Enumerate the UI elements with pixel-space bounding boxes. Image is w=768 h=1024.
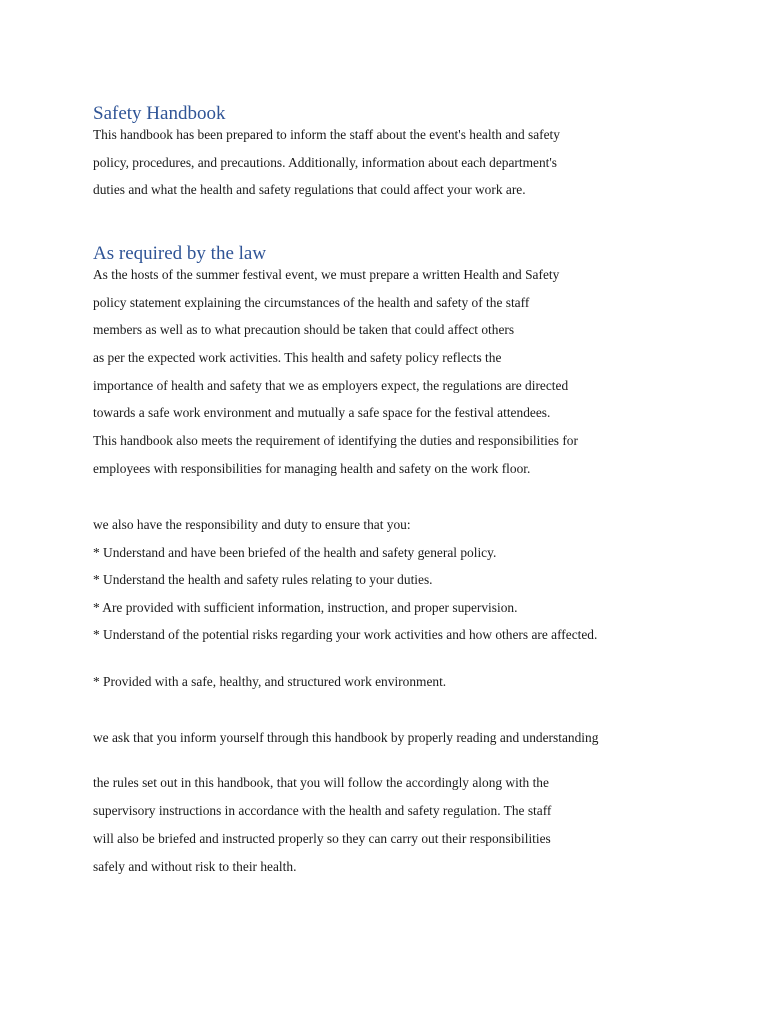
list-item: * Provided with a safe, healthy, and structured work environment. xyxy=(93,674,447,689)
paragraph-line: policy statement explaining the circumstances of the health and safety of the staff xyxy=(93,295,530,310)
list-item: * Understand and have been briefed of the health and safety general policy. xyxy=(93,545,497,560)
section-heading-required-by-law: As required by the law xyxy=(93,243,267,264)
list-item: * Are provided with sufficient information, instruction, and proper supervision. xyxy=(93,600,518,615)
paragraph-line: importance of health and safety that we as employers expect, the regulations are directed xyxy=(93,378,569,393)
paragraph-line: This handbook has been prepared to inform the staff about the event's health and safety xyxy=(93,127,560,142)
list-item: * Understand of the potential risks regarding your work activities and how others are affected. xyxy=(93,627,598,642)
closing-first-line: we ask that you inform yourself through this handbook by properly reading and understanding xyxy=(93,730,599,745)
paragraph-line: as per the expected work activities. This health and safety policy reflects the xyxy=(93,350,502,365)
paragraph-line: the rules set out in this handbook, that you will follow the accordingly along with the xyxy=(93,775,549,790)
paragraph-line: employees with responsibilities for managing health and safety on the work floor. xyxy=(93,461,531,476)
list-intro: we also have the responsibility and duty to ensure that you: xyxy=(93,517,411,532)
paragraph-line: safely and without risk to their health. xyxy=(93,859,297,874)
paragraph-line: members as well as to what precaution should be taken that could affect others xyxy=(93,322,515,337)
paragraph-line: This handbook also meets the requirement of identifying the duties and responsibilities for xyxy=(93,433,578,448)
paragraph-line: towards a safe work environment and mutually a safe space for the festival attendees. xyxy=(93,405,551,420)
paragraph-line: As the hosts of the summer festival event, we must prepare a written Health and Safety xyxy=(93,267,560,282)
section-heading-safety-handbook: Safety Handbook xyxy=(93,103,226,124)
paragraph-line: policy, procedures, and precautions. Additionally, information about each department's xyxy=(93,155,558,170)
paragraph-line: will also be briefed and instructed properly so they can carry out their responsibilities xyxy=(93,831,551,846)
paragraph-line: supervisory instructions in accordance with the health and safety regulation. The staff xyxy=(93,803,552,818)
list-item: * Understand the health and safety rules relating to your duties. xyxy=(93,572,433,587)
paragraph-line: duties and what the health and safety regulations that could affect your work are. xyxy=(93,182,526,197)
